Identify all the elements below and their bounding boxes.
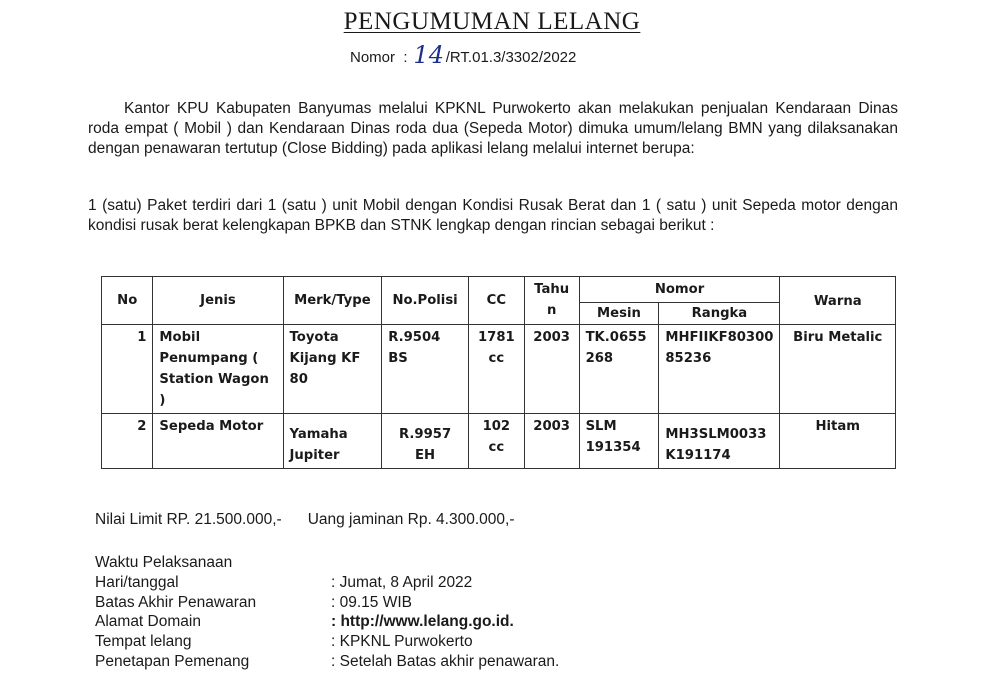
cell-tahun: 2003 xyxy=(524,325,579,414)
cell-merk: Toyota Kijang KF 80 xyxy=(283,325,382,414)
cell-jenis: Sepeda Motor xyxy=(153,414,283,469)
header-tahun: Tahu n xyxy=(524,277,579,325)
vehicle-table xyxy=(101,276,896,469)
intro-paragraph: Kantor KPU Kabupaten Banyumas melalui KPKNL Purwokerto akan melakukan penjualan Kendaraan Dinas roda empat ( Mobil ) dan Kendaraan Dinas roda dua (Sepeda Motor) dimuka umum/lelang BMN yang dilaksanakan dengan penawaran tertutup (Close Bidding) pada aplikasi lelang melalui internet berupa: xyxy=(88,100,898,157)
schedule-heading: Waktu Pelaksanaan xyxy=(95,554,233,571)
cell-mesin: TK.0655 268 xyxy=(579,325,659,414)
schedule-label: Penetapan Pemenang xyxy=(95,652,250,670)
cell-mesin: SLM 191354 xyxy=(579,414,659,469)
header-cc: CC xyxy=(468,277,524,325)
table-row xyxy=(102,414,896,469)
cell-warna: Hitam xyxy=(780,414,896,469)
schedule-value: : Jumat, 8 April 2022 xyxy=(331,573,473,591)
guarantee-value: Uang jaminan Rp. 4.300.000,- xyxy=(307,511,515,528)
header-rangka: Rangka xyxy=(659,303,780,325)
cell-no: 1 xyxy=(102,325,153,414)
handwritten-number: 14 xyxy=(413,41,444,69)
nomor-label: Nomor xyxy=(350,49,396,66)
header-polisi: No.Polisi xyxy=(382,277,469,325)
header-warna: Warna xyxy=(780,277,896,325)
document-number xyxy=(350,40,576,68)
table-header-row xyxy=(102,277,896,303)
schedule-label: Batas Akhir Penawaran xyxy=(95,593,257,611)
schedule-label: Hari/tanggal xyxy=(95,573,179,591)
schedule-row xyxy=(95,573,559,593)
schedule-value: : 09.15 WIB xyxy=(331,593,412,611)
header-no: No xyxy=(102,277,153,325)
header-jenis: Jenis xyxy=(153,277,283,325)
cell-cc: 1781 cc xyxy=(468,325,524,414)
cell-no: 2 xyxy=(102,414,153,469)
schedule-row xyxy=(95,632,559,652)
schedule-row xyxy=(95,652,559,672)
package-paragraph: 1 (satu) Paket terdiri dari 1 (satu ) unit Mobil dengan Kondisi Rusak Berat dan 1 ( satu ) unit Sepeda motor dengan kondisi rusak berat kelengkapan BPKB dan STNK lengkap dengan rincian sebagai berikut : xyxy=(88,197,898,234)
nomor-suffix: /RT.01.3/3302/2022 xyxy=(445,49,577,66)
limit-value: Nilai Limit RP. 21.500.000,- xyxy=(95,511,282,528)
schedule-row xyxy=(95,593,559,613)
cell-rangka: MH3SLM0033 K191174 xyxy=(659,414,780,469)
price-line xyxy=(95,511,515,529)
cell-jenis: Mobil Penumpang ( Station Wagon ) xyxy=(153,325,283,414)
header-merk: Merk/Type xyxy=(283,277,382,325)
schedule-label: Alamat Domain xyxy=(95,613,201,631)
cell-polisi: R.9504 BS xyxy=(382,325,469,414)
cell-merk: Yamaha Jupiter xyxy=(283,414,382,469)
cell-polisi: R.9957 EH xyxy=(382,414,469,469)
schedule-value: : Setelah Batas akhir penawaran. xyxy=(331,652,560,670)
schedule-row xyxy=(95,612,559,632)
schedule-value: : KPKNL Purwokerto xyxy=(331,633,473,651)
table-row xyxy=(102,325,896,414)
schedule-label: Tempat lelang xyxy=(95,633,192,651)
nomor-separator: : xyxy=(403,49,408,66)
cell-tahun: 2003 xyxy=(524,414,579,469)
schedule-section xyxy=(95,553,559,672)
cell-warna: Biru Metalic xyxy=(780,325,896,414)
header-nomor: Nomor xyxy=(579,277,780,303)
header-mesin: Mesin xyxy=(579,303,659,325)
cell-cc: 102 cc xyxy=(468,414,524,469)
cell-rangka: MHFIIKF80300 85236 xyxy=(659,325,780,414)
domain-link[interactable]: : http://www.lelang.go.id. xyxy=(331,613,514,631)
document-title: PENGUMUMAN LELANG xyxy=(343,8,641,35)
